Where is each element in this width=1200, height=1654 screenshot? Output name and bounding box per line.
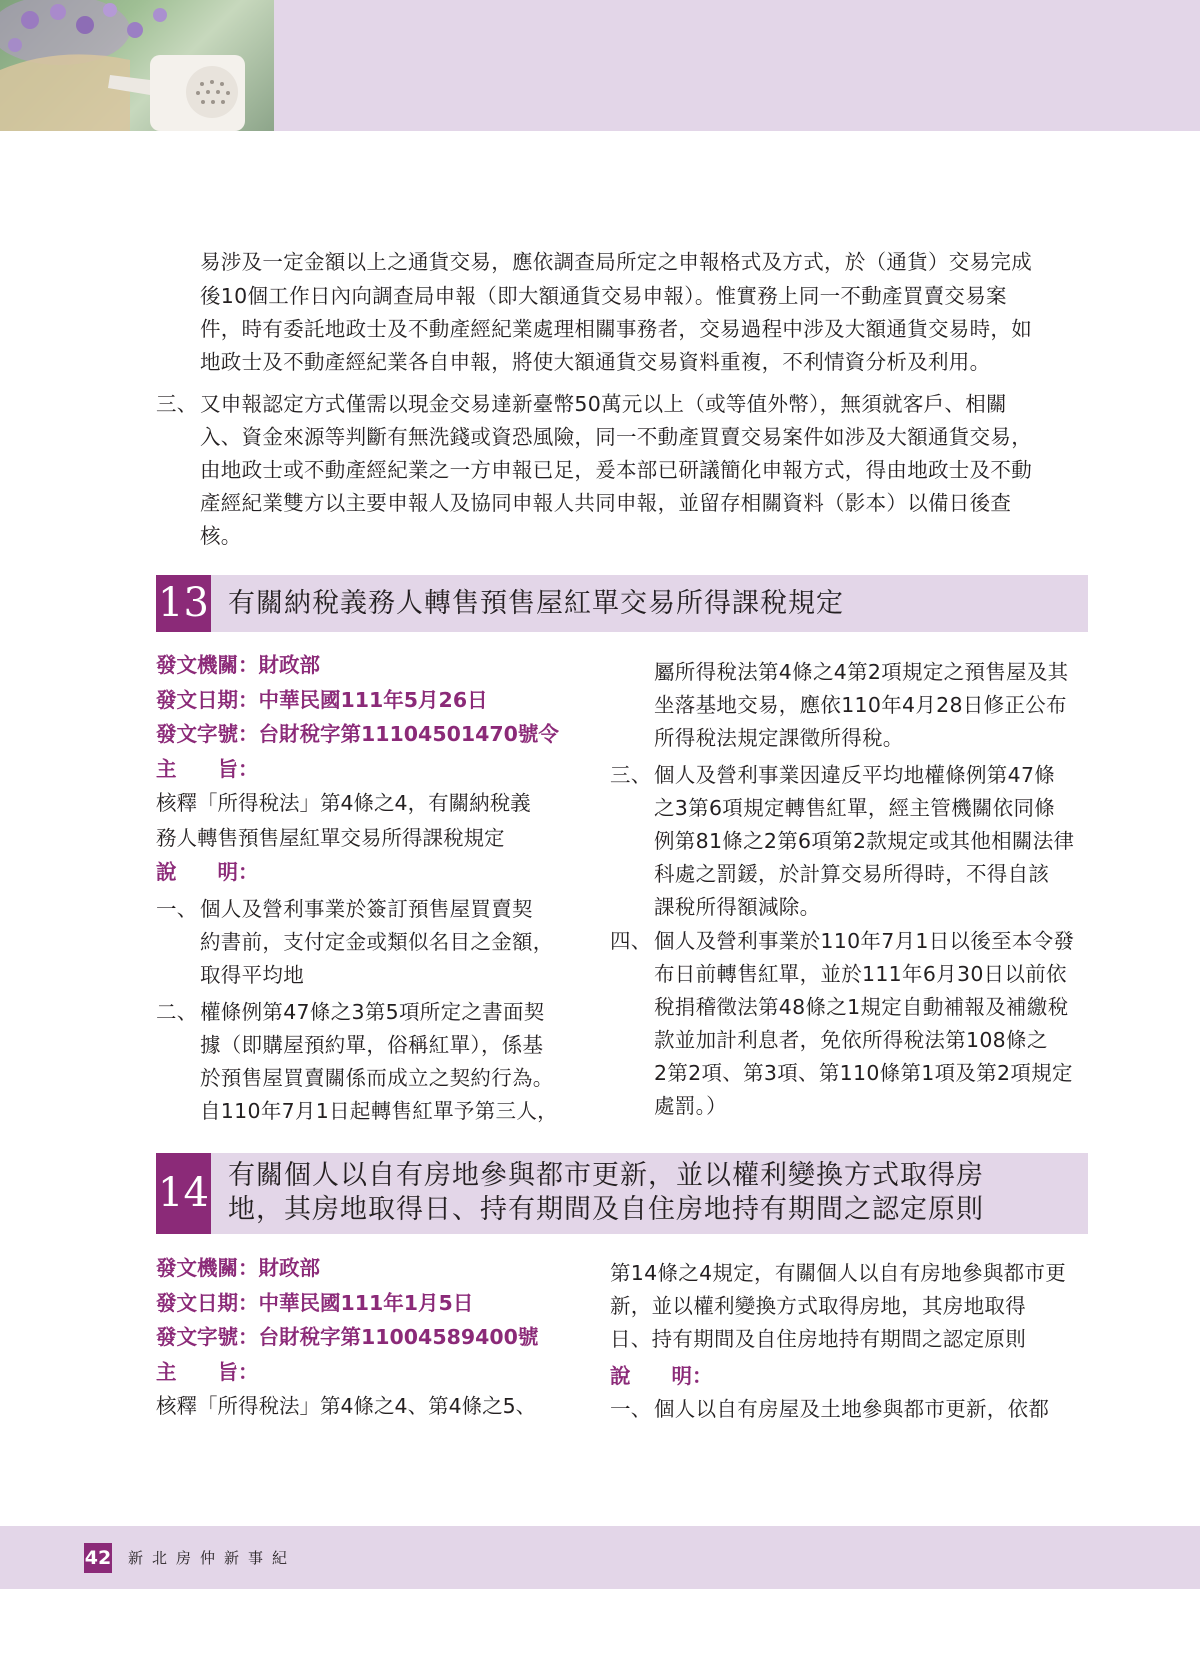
ref-row: [156, 1320, 538, 1355]
text-line: 日、持有期間及自住房地持有期間之認定原則: [610, 1327, 1026, 1351]
section-13-right-continuation: [654, 656, 1068, 755]
date-row: [156, 683, 559, 718]
text-line: 自110年7月1日起轉售紅單予第三人，: [200, 1099, 558, 1123]
issuer-label: 發文機關：: [156, 653, 259, 677]
ref-label: 發文字號：: [156, 1325, 259, 1349]
text-line: 約書前，支付定金或類似名目之金額，: [200, 930, 554, 954]
date-value: 中華民國111年1月5日: [258, 1290, 474, 1315]
text-line: 件，時有委託地政士及不動產經紀業處理相關事務者，交易過程中涉及大額通貨交易時，如: [200, 316, 1032, 341]
subject-line: 務人轉售預售屋紅單交易所得課稅規定: [156, 825, 505, 850]
text-line: 後10個工作日內向調查局申報（即大額通貨交易申報）。惟實務上同一不動產買賣交易案: [200, 283, 1007, 308]
title-line: 地，其房地取得日、持有期間及自住房地持有期間之認定原則: [228, 1194, 984, 1225]
publication-name: 新北房仲新事紀: [128, 1549, 297, 1567]
ref-value: 台財稅字第11104501470號令: [258, 722, 559, 746]
text-line: 新，並以權利變換方式取得房地，其房地取得: [610, 1294, 1026, 1318]
text-line: 布日前轉售紅單，並於111年6月30日以前依: [654, 962, 1067, 986]
date-value: 中華民國111年5月26日: [258, 687, 488, 712]
section-14-explain: [610, 1359, 713, 1394]
section-number: 13: [156, 575, 211, 632]
text-line: 於預售屋買賣關係而成立之契約行為。: [200, 1066, 554, 1090]
flower-watering-can-photo: [0, 0, 274, 131]
section-title: [228, 1159, 984, 1227]
text-line: 易涉及一定金額以上之通貨交易，應依調查局所定之申報格式及方式，於（通貨）交易完成: [200, 250, 1032, 274]
ref-label: 發文字號：: [156, 722, 259, 746]
list-marker: 四、: [610, 929, 652, 953]
subject-line: 核釋「所得稅法」第4條之4、第4條之5、: [156, 1394, 537, 1418]
text-line: 取得平均地: [200, 963, 304, 987]
text-line: 屬所得稅法第4條之4第2項規定之預售屋及其: [654, 660, 1069, 684]
list-marker: 三、: [610, 763, 652, 787]
issuer-label: 發文機關：: [156, 1256, 259, 1280]
text-line: 個人及營利事業於110年7月1日以後至本令發: [654, 929, 1075, 953]
ref-row: [156, 717, 559, 752]
text-line: 權條例第47條之3第5項所定之書面契: [200, 1000, 545, 1024]
section-14-subject-continuation: [610, 1257, 1066, 1356]
text-line: 稅捐稽徵法第48條之1規定自動補報及補繳稅: [654, 995, 1069, 1019]
subject-label: 主 旨：: [156, 756, 259, 781]
list-marker: 二、: [156, 1000, 198, 1024]
explain-label: 說 明：: [156, 860, 259, 884]
text-line: 款並加計利息者，免依所得稅法第108條之: [654, 1028, 1048, 1052]
explain-label: 說 明：: [610, 1364, 713, 1388]
text-line: 個人及營利事業因違反平均地權條例第47條: [654, 763, 1056, 787]
text-line: 2第2項、第3項、第110條第1項及第2項規定: [654, 1061, 1073, 1085]
date-label: 發文日期：: [156, 1290, 259, 1315]
text-line: 科處之罰鍰，於計算交易所得時，不得自該: [654, 862, 1050, 886]
list-marker: 三、: [156, 392, 198, 416]
text-line: 據（即購屋預約單，俗稱紅單），係基: [200, 1033, 544, 1057]
section-13-meta: [156, 648, 559, 890]
list-marker: 一、: [156, 897, 198, 921]
title-line: 有關個人以自有房地參與都市更新，並以權利變換方式取得房: [228, 1160, 984, 1191]
date-row: [156, 1286, 538, 1321]
section-14-header: [156, 1153, 1088, 1234]
text-line: 第14條之4規定，有關個人以自有房地參與都市更: [610, 1261, 1067, 1285]
subject-line: 核釋「所得稅法」第4條之4，有關納稅義: [156, 791, 531, 815]
issuer-row: [156, 1251, 538, 1286]
issuer-value: 財政部: [258, 653, 320, 677]
text-line: 核。: [200, 524, 242, 548]
issuer-value: 財政部: [258, 1256, 320, 1280]
date-label: 發文日期：: [156, 687, 259, 712]
section-title: 有關納稅義務人轉售預售屋紅單交易所得課稅規定: [228, 588, 844, 619]
text-line: 由地政士或不動產經紀業之一方申報已足，爰本部已研議簡化申報方式，得由地政士及不動: [200, 458, 1032, 482]
issuer-row: [156, 648, 559, 683]
text-line: 又申報認定方式僅需以現金交易達新臺幣50萬元以上（或等值外幣），無須就客戶、相關: [200, 392, 1007, 416]
section-14-meta: [156, 1251, 538, 1424]
page-number: 42: [84, 1543, 112, 1573]
intro-continuation: [200, 246, 1032, 379]
text-line: 課稅所得額減除。: [654, 895, 821, 919]
text-line: 坐落基地交易，應依110年4月28日修正公布: [654, 693, 1067, 717]
text-line: 地政士及不動產經紀業各自申報，將使大額通貨交易資料重複，不利情資分析及利用。: [200, 349, 991, 374]
ref-value: 台財稅字第11004589400號: [258, 1325, 539, 1349]
section-13-header: [156, 575, 1088, 632]
text-line: 例第81條之2第6項第2款規定或其他相關法律: [654, 829, 1075, 853]
text-line: 入、資金來源等判斷有無洗錢或資恐風險，同一不動產買賣交易案件如涉及大額通貨交易，: [200, 425, 1032, 449]
text-line: 個人以自有房屋及土地參與都市更新，依都: [654, 1397, 1050, 1421]
text-line: 處罰。）: [654, 1094, 727, 1118]
text-line: 個人及營利事業於簽訂預售屋買賣契: [200, 897, 533, 921]
section-number: 14: [156, 1153, 211, 1234]
text-line: 產經紀業雙方以主要申報人及協同申報人共同申報，並留存相關資料（影本）以備日後查: [200, 491, 1012, 515]
list-marker: 一、: [610, 1397, 652, 1421]
subject-label: 主 旨：: [156, 1359, 259, 1384]
text-line: 所得稅法規定課徵所得稅。: [654, 726, 904, 750]
text-line: 之3第6項規定轉售紅單，經主管機關依同條: [654, 796, 1056, 820]
